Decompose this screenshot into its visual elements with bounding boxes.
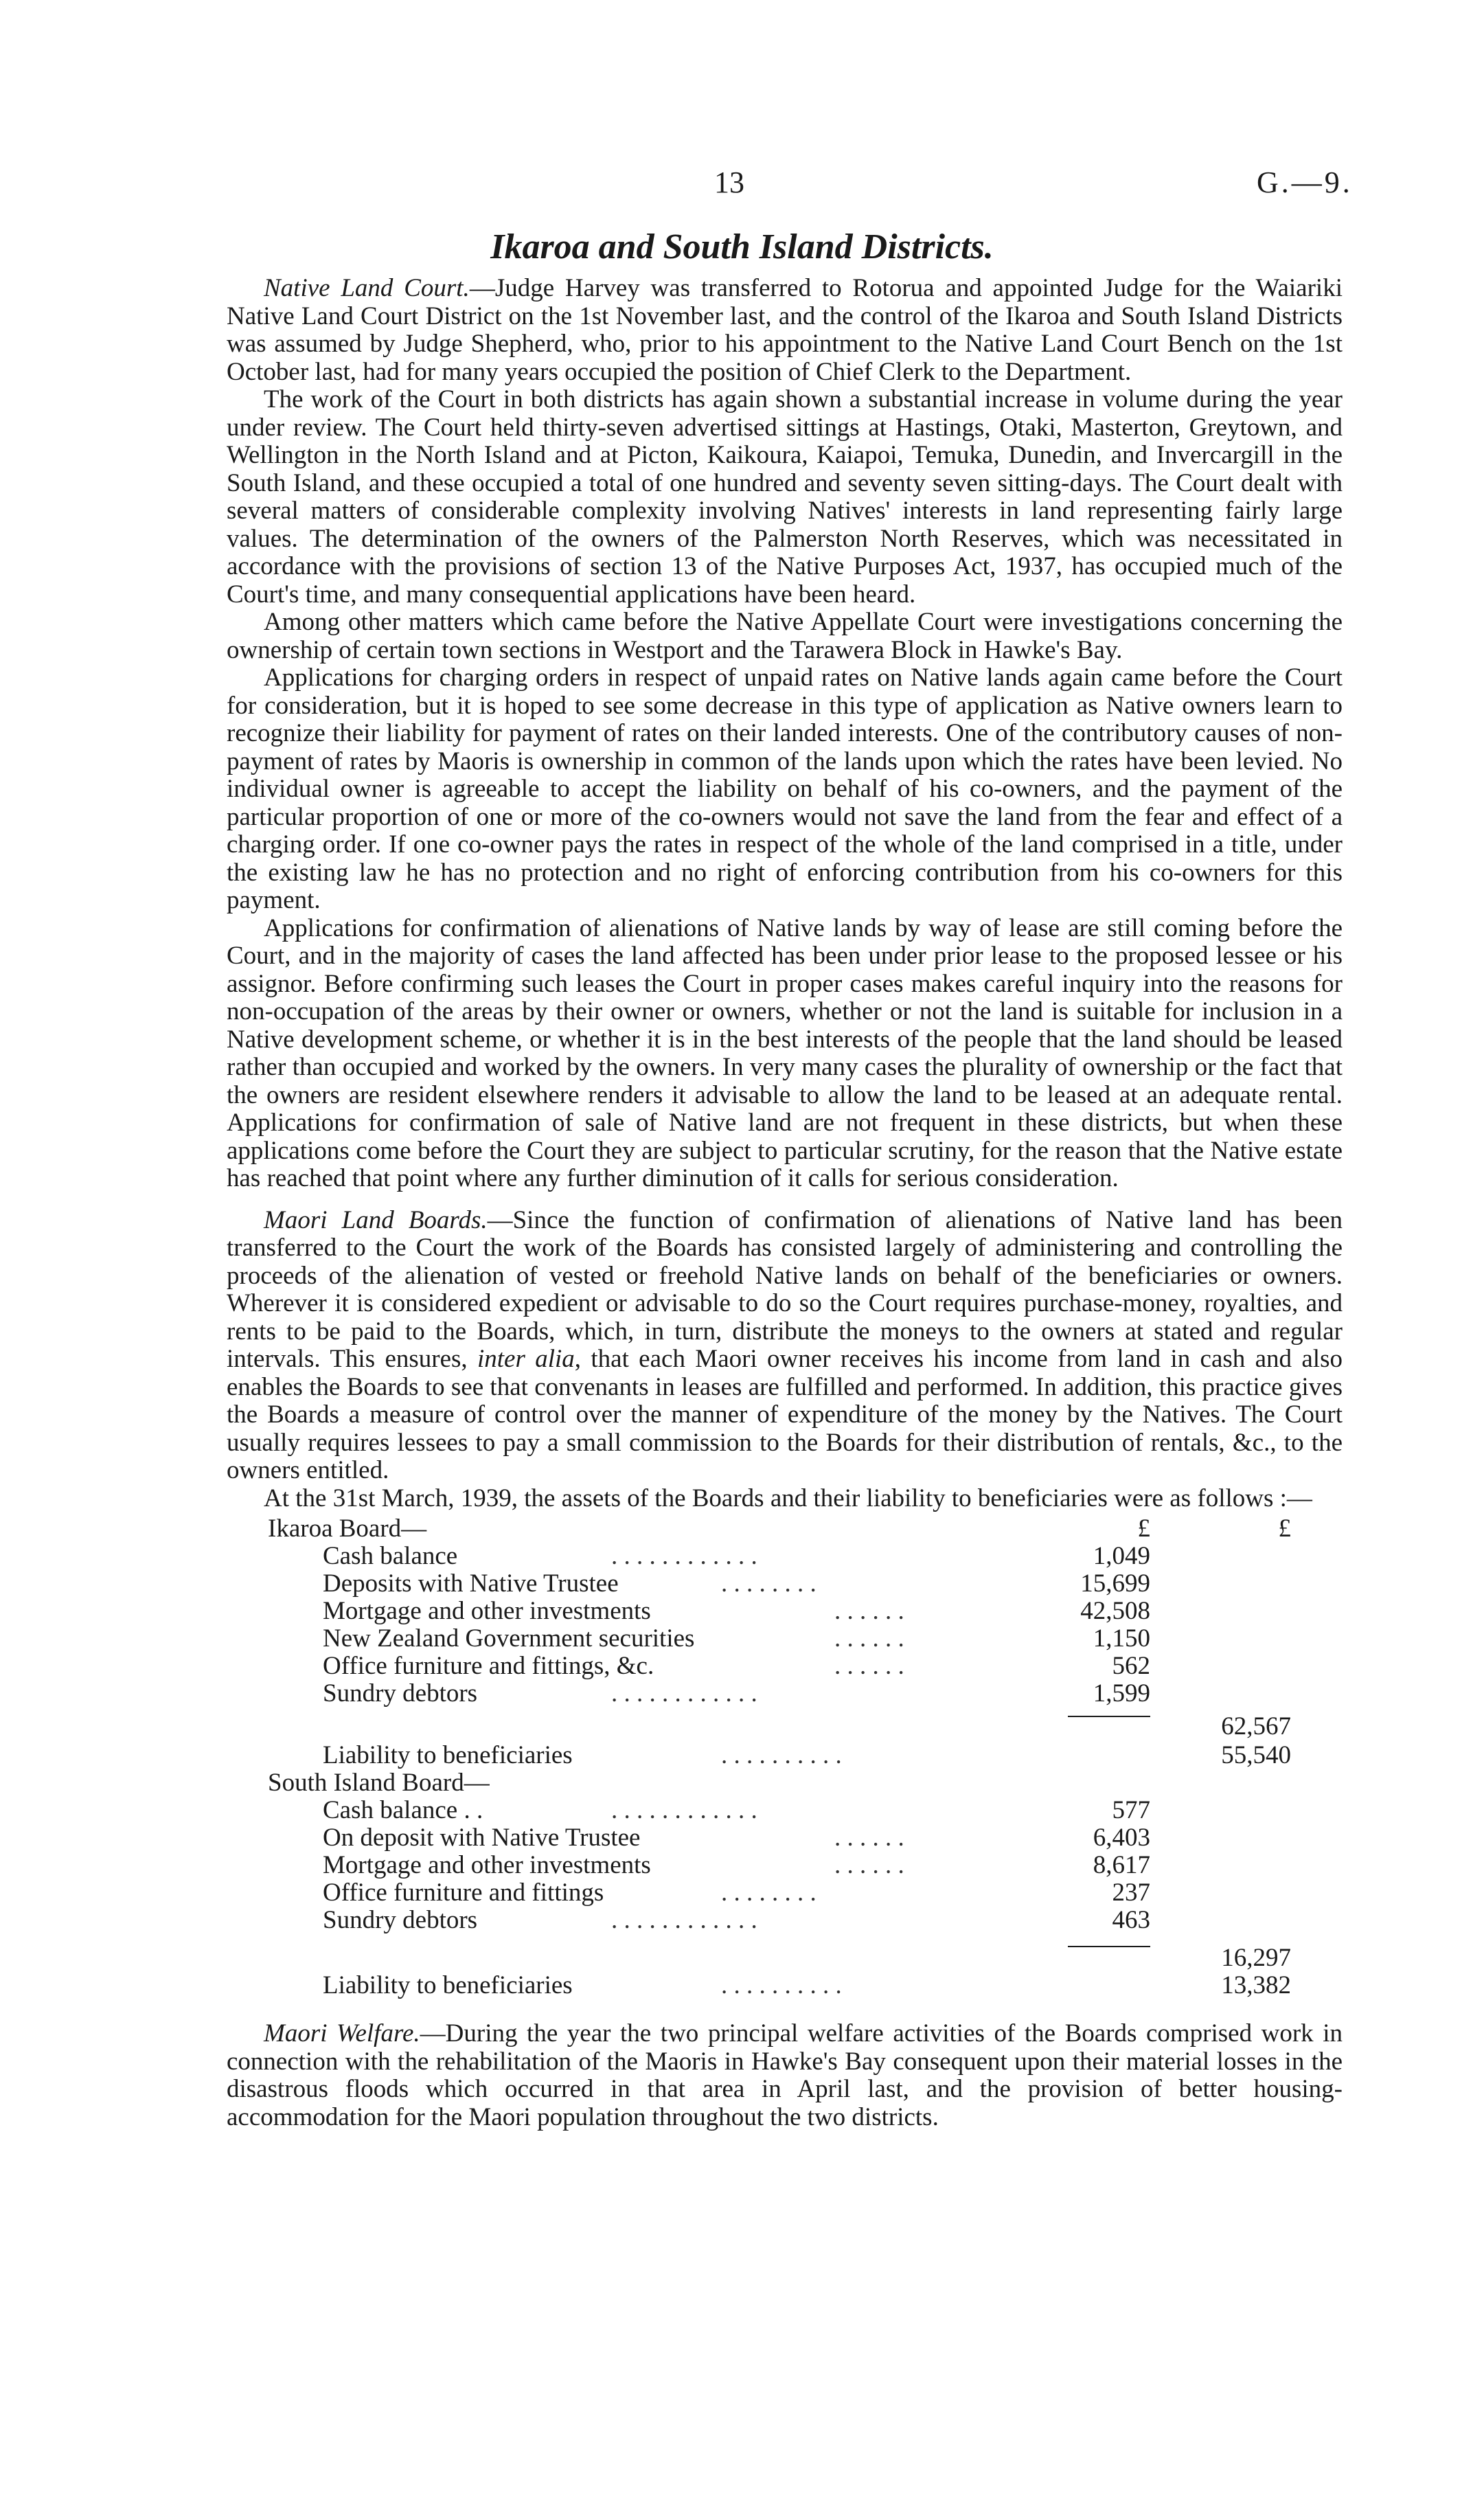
ikaroa-item-label: Sundry debtors xyxy=(323,1679,478,1708)
ikaroa-item-value: 562 xyxy=(1112,1652,1150,1680)
ikaroa-item-label: Deposits with Native Trustee xyxy=(323,1569,619,1598)
leader-dots: . . . . . . . . xyxy=(721,1879,817,1907)
native-land-court-paragraph-5: Applications for confirmation of alienations of Native lands by way of lease are still coming before the Court, and in the majority of cases the land affected has been under prior lease to the proposed lessee or his assignor. Before confirming such leases the Court in proper cases makes careful inquiry into the reasons for non-occupation of the areas by their owner or owners, whether or not the land is suitable for inclusion in a Native development scheme, or whether it is in the best interests of the people that the land should be leased rather than occupied and worked by the owners. In very many cases the plurality of ownership or the fact that the owners are resident elsewhere renders it advisable to allow the land to be leased at an adequate rental. Applications for confirmation of sale of Native land are not frequent in these districts, but when these applications come before the Court they are subject to particular scrutiny, for the reason that the Native estate has reached that point where any further diminution of it calls for serious consideration. xyxy=(227,914,1343,1192)
ikaroa-item-value: 15,699 xyxy=(1080,1569,1150,1598)
leader-dots: . . . . . . . . xyxy=(721,1569,817,1598)
document-code: G.—9. xyxy=(1257,166,1353,199)
south-island-item-value: 8,617 xyxy=(1093,1851,1150,1879)
native-land-court-paragraph-2: The work of the Court in both districts has again shown a substantial increase in volume during the year under review. The Court held thirty-seven advertised sittings at Hastings, Otaki, Masterton, Greytown, and Wellington in the North Island and at Picton, Kaikoura, Kaiapoi, Temuka, Dunedin, and Invercargill in the South Island, and these occupied a total of one hundred and seventy seven sitting-days. The Court dealt with several matters of considerable complexity involving Natives' interests in land representing fairly large values. The determination of the owners of the Palmerston North Reserves, which was necessitated in accordance with the provisions of section 13 of the Native Purposes Act, 1937, has occupied much of the Court's time, and many consequential applications have been heard. xyxy=(227,385,1343,609)
south-island-item-label: On deposit with Native Trustee xyxy=(323,1824,641,1852)
leader-dots: . . . . . . . . . . . . xyxy=(611,1542,757,1570)
paragraph-text: —Judge Harvey was transferred to Rotorua and appointed Judge for the Waiariki Native Land Court District on the 1st November last, and the control of the Ikaroa and South Island Districts was assumed by Judge Shepherd, who, prior to his appointment to the Native Land Court Bench on the 1st October last, had for many years occupied the position of Chief Clerk to the Department. xyxy=(227,274,1343,386)
south-island-liability-value: 13,382 xyxy=(1221,1971,1291,1999)
ikaroa-board-label: Ikaroa Board— xyxy=(268,1515,427,1543)
leader-dots: . . . . . . xyxy=(834,1624,904,1653)
south-island-item-value: 6,403 xyxy=(1093,1824,1150,1852)
ikaroa-item-label: New Zealand Government securities xyxy=(323,1624,695,1653)
south-island-item-label: Office furniture and fittings xyxy=(323,1879,604,1907)
paragraph-text-b: , that each Maori owner receives his income from land in cash and also enables the Boards to see that convenants in leases are fulfilled and performed. In addition, this practice gives the Boards a measure of control over the manner of expenditure of the money by the Natives. The Court usually requires lessees to pay a small commission to the Boards for their distribution of rentals, &c., to the owners entitled. xyxy=(227,1345,1343,1484)
native-land-court-paragraph-3: Among other matters which came before the Native Appellate Court were investigations concerning the ownership of certain town sections in Westport and the Tarawera Block in Hawke's Bay. xyxy=(227,608,1343,664)
south-island-total: 16,297 xyxy=(1221,1944,1291,1972)
ikaroa-total: 62,567 xyxy=(1221,1712,1291,1740)
native-land-court-paragraph-1 xyxy=(227,275,1343,386)
section-title: Ikaroa and South Island Districts. xyxy=(490,227,994,266)
ikaroa-item-label: Office furniture and fittings, &c. xyxy=(323,1652,654,1680)
south-island-item-label: Cash balance . . xyxy=(323,1796,483,1824)
paragraph-text-italic: inter alia xyxy=(477,1345,575,1373)
south-island-item-value: 237 xyxy=(1112,1879,1150,1907)
ikaroa-item-value: 1,599 xyxy=(1093,1679,1150,1708)
maori-land-boards-paragraph-1 xyxy=(227,1207,1343,1485)
leader-dots: . . . . . . . . . . . . xyxy=(611,1796,757,1824)
paragraph-text: —During the year the two principal welfare activities of the Boards comprised work in connection with the rehabilitation of the Maoris in Hawke's Bay consequent upon their material losses in the disastrous floods which occurred in that area in April last, and the provision of better housing-accommodation for the Maori population throughout the two districts. xyxy=(227,2019,1343,2131)
currency-header-col2: £ xyxy=(1278,1515,1291,1543)
leader-dots: . . . . . . . . . . xyxy=(721,1971,842,1999)
ikaroa-item-value: 1,049 xyxy=(1093,1542,1150,1570)
leader-dots: . . . . . . . . . . . . xyxy=(611,1679,757,1708)
south-island-liability-label: Liability to beneficiaries xyxy=(323,1971,573,1999)
maori-welfare-heading: Maori Welfare. xyxy=(264,2019,420,2047)
leader-dots: . . . . . . xyxy=(834,1824,904,1852)
accounts-table xyxy=(227,1515,1343,1944)
subtotal-rule xyxy=(1068,1716,1150,1717)
maori-welfare-paragraph xyxy=(227,2020,1343,2131)
currency-header-col1: £ xyxy=(1137,1515,1150,1543)
accounts-table-continued xyxy=(227,1944,1343,2020)
leader-dots: . . . . . . . . . . xyxy=(721,1741,842,1769)
ikaroa-item-label: Cash balance xyxy=(323,1542,458,1570)
south-island-item-value: 463 xyxy=(1112,1906,1150,1934)
subtotal-rule xyxy=(1068,1946,1150,1947)
leader-dots: . . . . . . . . . . . . xyxy=(611,1906,757,1934)
page-header xyxy=(0,165,1484,206)
ikaroa-item-label: Mortgage and other investments xyxy=(323,1597,651,1625)
maori-land-boards-heading: Maori Land Boards. xyxy=(264,1205,488,1234)
south-island-item-label: Sundry debtors xyxy=(323,1906,478,1934)
leader-dots: . . . . . . xyxy=(834,1851,904,1879)
leader-dots: . . . . . . xyxy=(834,1652,904,1680)
ikaroa-liability-value: 55,540 xyxy=(1221,1741,1291,1769)
body-text xyxy=(227,275,1343,2131)
south-island-board-label: South Island Board— xyxy=(268,1769,490,1797)
south-island-item-value: 577 xyxy=(1112,1796,1150,1824)
ikaroa-item-value: 42,508 xyxy=(1080,1597,1150,1625)
native-land-court-paragraph-4: Applications for charging orders in respect of unpaid rates on Native lands again came before the Court for consideration, but it is hoped to see some decrease in this type of application as Native owners learn to recognize their liability for payment of rates on their landed interests. One of the contributory causes of non-payment of rates by Maoris is ownership in common of the lands upon which the rates have been levied. No individual owner is agreeable to accept the liability on behalf of his co-owners, and the payment of the particular proportion of one or more of the co-owners would not save the land from the fear and effect of a charging order. If one co-owner pays the rates in respect of the whole of the land comprised in a title, under the existing law he has no protection and no right of enforcing contribution from his co-owners for this payment. xyxy=(227,663,1343,914)
south-island-item-label: Mortgage and other investments xyxy=(323,1851,651,1879)
ikaroa-item-value: 1,150 xyxy=(1093,1624,1150,1653)
native-land-court-heading: Native Land Court. xyxy=(264,274,470,302)
page-number: 13 xyxy=(714,166,744,199)
leader-dots: . . . . . . xyxy=(834,1597,904,1625)
maori-land-boards-paragraph-2: At the 31st March, 1939, the assets of the Boards and their liability to beneficiaries were as follows :— xyxy=(264,1484,1312,1512)
paragraph-text-a: —Since the function of confirmation of alienations of Native land has been transferred to the Court the work of the Boards has consisted largely of administering and controlling the proceeds of the alienation of vested or freehold Native lands on behalf of the beneficiaries or owners. Wherever it is considered expedient or advisable to do so the Court requires purchase-money, royalties, and rents to be paid to the Boards, which, in turn, distribute the moneys to the owners at stated and regular intervals. This ensures, xyxy=(227,1205,1343,1373)
ikaroa-liability-label: Liability to beneficiaries xyxy=(323,1741,573,1769)
